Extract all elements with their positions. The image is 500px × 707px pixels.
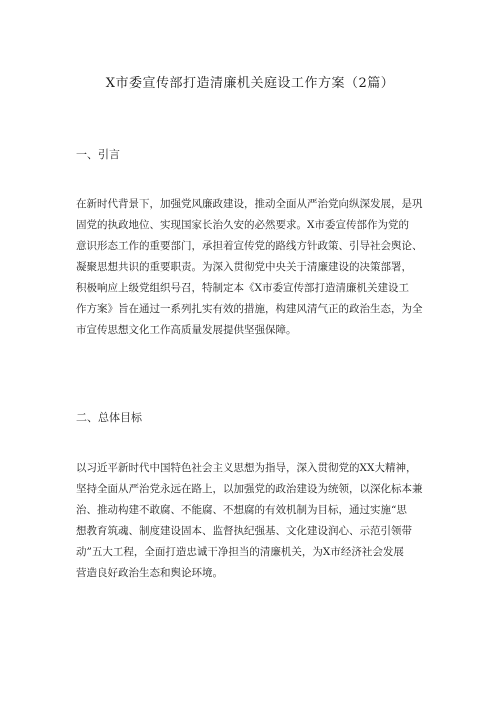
paragraph-line: 凝聚思想共识的重要职责。为深入贯彻党中央关于清廉建设的决策部署， (76, 261, 412, 273)
paragraph-line: 坚持全面从严治党永远在路上，以加强党的政治建设为统领，以深化标本兼 (76, 483, 423, 495)
section-paragraph-introduction (76, 194, 428, 341)
paragraph-line: 在新时代背景下，加强党风廉政建设，推动全面从严治党向纵深发展，是巩 (76, 198, 423, 210)
section-heading-introduction: 一、引言 (76, 148, 120, 161)
section-heading-overall-goals: 二、总体目标 (76, 411, 142, 424)
paragraph-line: 意识形态工作的重要部门，承担着宣传党的路线方针政策、引导社会舆论、 (76, 240, 423, 252)
paragraph-line: 固党的执政地位、实现国家长治久安的必然要求。X市委宣传部作为党的 (76, 219, 409, 231)
paragraph-line: 作方案》旨在通过一系列扎实有效的措施，构建风清气正的政治生态，为全 (76, 303, 423, 315)
paragraph-line: 动”五大工程，全面打造忠诚干净担当的清廉机关，为X市经济社会发展 (76, 546, 404, 558)
paragraph-line: 积极响应上级党组织号召，特制定本《X市委宣传部打造清廉机关建设工 (76, 282, 409, 294)
paragraph-line: 市宣传思想文化工作高质量发展提供坚强保障。 (76, 324, 297, 336)
paragraph-line: 营造良好政治生态和舆论环境。 (76, 567, 223, 579)
section-paragraph-overall-goals (76, 458, 428, 584)
document-title: X市委宣传部打造清廉机关庭设工作方案（2篇） (105, 76, 395, 91)
paragraph-line: 治、推动构建不敢腐、不能腐、不想腐的有效机制为目标，通过实施“思 (76, 504, 407, 516)
paragraph-line: 以习近平新时代中国特色社会主义思想为指导，深入贯彻党的XX大精神， (76, 462, 417, 474)
paragraph-line: 想教育筑魂、制度建设固本、监督执纪强基、文化建设润心、示范引领带 (76, 525, 412, 537)
